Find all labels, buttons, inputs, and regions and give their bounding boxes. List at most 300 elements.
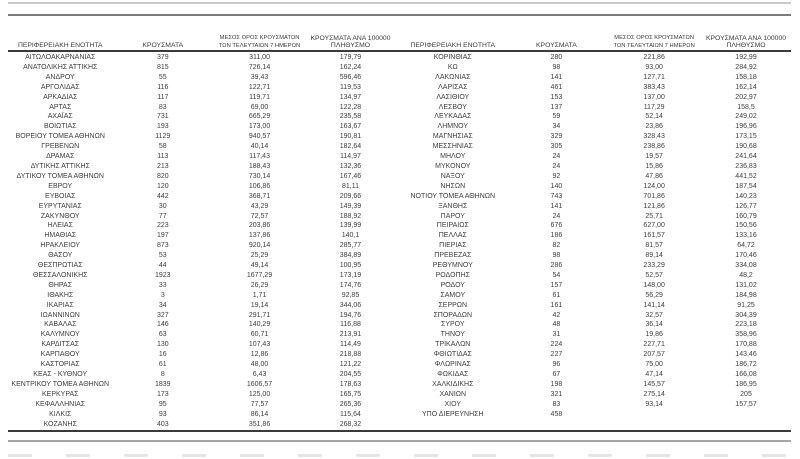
- region-name-cell: ΚΟΡΙΝΘΙΑΣ: [433, 54, 472, 61]
- col-header-per100k-line1: ΚΡΟΥΣΜΑΤΑ ΑΝΑ 100000: [310, 34, 391, 42]
- table-row: [8, 231, 395, 241]
- avg7-cell: 121,86: [643, 202, 665, 210]
- region-name-cell: ΛΑΣΙΘΙΟΥ: [436, 93, 470, 101]
- table-row: [8, 63, 395, 73]
- avg7-cell: 238,86: [643, 143, 665, 151]
- table-row: [400, 83, 791, 93]
- avg7-cell: 60,71: [250, 331, 269, 339]
- avg7-cell: 207,57: [643, 351, 665, 359]
- cases-cell: 403: [156, 420, 169, 428]
- avg7-cell: 15,86: [645, 162, 663, 170]
- per100k-cell: 165,75: [339, 390, 362, 398]
- region-name-cell: ΠΕΙΡΑΙΩΣ: [436, 222, 469, 230]
- cases-cell: 3: [160, 291, 165, 299]
- region-name-cell: ΖΑΚΥΝΘΟΥ: [40, 212, 80, 220]
- region-name-cell: ΛΑΡΙΣΑΣ: [438, 83, 468, 91]
- per100k-cell: 213,91: [339, 331, 362, 339]
- cases-cell: 59: [552, 113, 561, 121]
- table-row: [400, 340, 791, 350]
- avg7-cell: 19,86: [645, 331, 663, 339]
- region-name-cell: ΛΕΣΒΟΥ: [438, 103, 467, 111]
- top-rule-dark: [8, 14, 791, 16]
- table-row: [400, 132, 791, 142]
- cases-cell: 1923: [155, 271, 171, 279]
- per100k-cell: 150,56: [735, 222, 757, 230]
- cases-cell: 116: [157, 83, 169, 91]
- cases-cell: 329: [550, 133, 563, 141]
- avg7-cell: 117,43: [249, 153, 270, 161]
- cases-cell: 1129: [155, 133, 171, 141]
- per100k-cell: 174,76: [339, 281, 362, 289]
- per100k-cell: 190,81: [339, 133, 362, 141]
- cases-cell: 141: [550, 202, 563, 210]
- cases-cell: 96: [552, 361, 561, 369]
- per100k-cell: 235,58: [339, 113, 362, 121]
- cases-cell: 327: [156, 311, 169, 319]
- table-row: [400, 221, 791, 231]
- table-row: [8, 251, 395, 261]
- table-row: [400, 112, 791, 122]
- col-header-per100k-line2: ΠΛΗΘΥΣΜΟ: [330, 42, 371, 50]
- per100k-cell: 334,08: [735, 262, 757, 270]
- avg7-cell: 311,00: [249, 54, 270, 61]
- region-name-cell: ΣΥΡΟΥ: [441, 321, 465, 329]
- region-name-cell: ΧΑΝΙΩΝ: [439, 390, 467, 398]
- table-row: [400, 251, 791, 261]
- cases-cell: 137: [550, 103, 563, 111]
- per100k-cell: 249,02: [735, 113, 757, 121]
- region-name-cell: ΤΡΙΚΑΛΩΝ: [435, 341, 471, 349]
- per100k-cell: 64,72: [737, 242, 755, 250]
- avg7-cell: 161,57: [643, 232, 665, 240]
- per100k-cell: 140,1: [341, 232, 360, 240]
- table-row: [400, 202, 791, 212]
- per100k-cell: 205: [740, 390, 752, 398]
- avg7-cell: 43,29: [250, 202, 269, 210]
- table-row: [8, 73, 395, 83]
- table-row: [8, 162, 395, 172]
- cases-table-right: [400, 30, 791, 420]
- cases-cell: 873: [156, 242, 169, 250]
- cases-cell: 53: [158, 252, 167, 260]
- avg7-cell: 137,86: [248, 232, 271, 240]
- table-row: [400, 400, 791, 410]
- col-header-avg7-line1: ΜΕΣΟΣ ΟΡΟΣ ΚΡΟΥΣΜΑΤΩΝ: [614, 35, 695, 42]
- cases-cell: 458: [550, 410, 563, 418]
- region-name-cell: ΑΡΓΟΛΙΔΑΣ: [40, 83, 80, 91]
- avg7-cell: 49,14: [250, 262, 269, 270]
- table-row: [400, 53, 791, 63]
- per100k-cell: 178,63: [339, 380, 362, 388]
- avg7-cell: 89,14: [645, 252, 663, 260]
- region-name-cell: ΡΟΔΟΠΗΣ: [435, 271, 470, 279]
- cases-cell: 676: [550, 222, 563, 230]
- region-name-cell: ΤΗΝΟΥ: [440, 331, 465, 339]
- region-name-cell: ΘΕΣΣΑΛΟΝΙΚΗΣ: [33, 271, 88, 279]
- avg7-cell: 25,29: [250, 252, 269, 260]
- table-row: [400, 231, 791, 241]
- cases-cell: 34: [552, 123, 561, 131]
- region-name-cell: ΕΥΒΟΙΑΣ: [45, 192, 76, 200]
- cases-cell: 83: [158, 103, 167, 111]
- per100k-cell: 139,99: [339, 222, 362, 230]
- per100k-cell: 204,55: [339, 371, 362, 378]
- per100k-cell: 149,39: [339, 202, 362, 210]
- region-name-cell: ΒΟΙΩΤΙΑΣ: [43, 123, 77, 131]
- table-row: [8, 311, 395, 321]
- table-row: [8, 192, 395, 202]
- region-name-cell: ΘΑΣΟΥ: [48, 252, 73, 260]
- avg7-cell: 137,00: [643, 93, 665, 101]
- region-name-cell: ΚΑΒΑΛΑΣ: [44, 321, 77, 329]
- table-row: [8, 122, 395, 132]
- avg7-cell: 47,14: [645, 371, 663, 378]
- per100k-cell: 115,64: [340, 410, 361, 418]
- region-name-cell: ΚΕΡΚΥΡΑΣ: [41, 390, 79, 398]
- table-row: [400, 410, 791, 420]
- per100k-cell: 209,66: [339, 192, 362, 200]
- per100k-cell: 162,14: [735, 83, 757, 91]
- region-name-cell: ΚΕΝΤΡΙΚΟΥ ΤΟΜΕΑ ΑΘΗΝΩΝ: [11, 380, 110, 388]
- table-row: [8, 390, 395, 400]
- avg7-cell: 72,57: [250, 212, 269, 220]
- cases-cell: 305: [550, 143, 563, 151]
- cases-cell: 24: [552, 162, 561, 170]
- col-header-region: [8, 42, 112, 50]
- per100k-cell: 192,99: [735, 54, 757, 61]
- table-row: [400, 360, 791, 370]
- table-row: [400, 182, 791, 192]
- per100k-cell: 358,96: [735, 331, 757, 339]
- region-name-cell: ΙΘΑΚΗΣ: [47, 291, 74, 299]
- table-row: [8, 420, 395, 430]
- table-row: [400, 73, 791, 83]
- table-row: [8, 202, 395, 212]
- region-name-cell: ΜΑΓΝΗΣΙΑΣ: [432, 133, 473, 141]
- per100k-cell: 116,88: [340, 321, 361, 329]
- per100k-cell: 160,79: [735, 212, 757, 220]
- clipped-next-row-ghost: [8, 454, 791, 457]
- col-header-avg7-line2: ΤΩΝ ΤΕΛΕΥΤΑΙΩΝ 7 ΗΜΕΡΩΝ: [613, 42, 695, 49]
- per100k-cell: 158,18: [735, 73, 757, 81]
- region-name-cell: ΒΟΡΕΙΟΥ ΤΟΜΕΑ ΑΘΗΝΩΝ: [15, 133, 105, 141]
- region-name-cell: ΓΡΕΒΕΝΩΝ: [41, 143, 80, 151]
- avg7-cell: 124,00: [643, 182, 665, 190]
- per100k-cell: 100,95: [339, 262, 362, 270]
- per100k-cell: 143,46: [735, 351, 757, 359]
- region-name-cell: ΑΝΑΤΟΛΙΚΗΣ ΑΤΤΙΚΗΣ: [23, 63, 98, 71]
- region-name-cell: ΜΥΚΟΝΟΥ: [435, 162, 471, 170]
- avg7-cell: 75,00: [645, 361, 663, 369]
- table-row: [400, 162, 791, 172]
- avg7-cell: 148,00: [643, 281, 665, 289]
- region-name-cell: ΠΕΛΛΑΣ: [438, 232, 467, 240]
- table-row: [400, 103, 791, 113]
- col-header-cases-label: ΚΡΟΥΣΜΑΤΑ: [142, 42, 184, 50]
- avg7-cell: 368,71: [248, 192, 271, 200]
- region-name-cell: ΔΥΤΙΚΟΥ ΤΟΜΕΑ ΑΘΗΝΩΝ: [16, 172, 104, 180]
- cases-cell: 141: [550, 73, 563, 81]
- per100k-cell: 268,32: [339, 420, 362, 428]
- region-name-cell: ΡΕΘΥΜΝΟΥ: [432, 262, 473, 270]
- cases-cell: 731: [156, 113, 169, 121]
- table-body-right: [400, 53, 791, 420]
- table-row: [8, 340, 395, 350]
- per100k-cell: 162,24: [339, 63, 362, 71]
- cases-cell: 461: [550, 83, 563, 91]
- avg7-cell: 920,14: [248, 242, 271, 250]
- table-row: [400, 212, 791, 222]
- region-name-cell: ΠΙΕΡΙΑΣ: [439, 242, 467, 250]
- region-name-cell: ΠΡΕΒΕΖΑΣ: [434, 252, 472, 260]
- table-header-row: [400, 30, 791, 50]
- region-name-cell: ΑΝΔΡΟΥ: [45, 73, 75, 81]
- per100k-cell: 202,97: [735, 93, 757, 101]
- cases-cell: 58: [158, 143, 167, 151]
- cases-cell: 31: [552, 331, 561, 339]
- avg7-cell: 106,86: [248, 182, 271, 190]
- per100k-cell: 186,95: [735, 380, 757, 388]
- per100k-cell: 218,88: [339, 351, 362, 359]
- region-name-cell: ΑΧΑΪΑΣ: [47, 113, 73, 121]
- table-row: [8, 212, 395, 222]
- table-row: [8, 112, 395, 122]
- cases-cell: 157: [550, 281, 563, 289]
- region-name-cell: ΣΕΡΡΩΝ: [438, 301, 468, 309]
- table-row: [8, 261, 395, 271]
- avg7-cell: 188,43: [248, 162, 271, 170]
- avg7-cell: 23,86: [645, 123, 663, 131]
- cases-cell: 42: [552, 311, 561, 319]
- col-header-per100k: [701, 35, 791, 50]
- avg7-cell: 25,71: [645, 212, 663, 220]
- per100k-cell: 344,06: [339, 301, 362, 309]
- region-name-cell: ΡΟΔΟΥ: [440, 281, 465, 289]
- region-name-cell: ΘΗΡΑΣ: [48, 281, 73, 289]
- col-header-cases: [506, 42, 608, 50]
- region-name-cell: ΦΩΚΙΔΑΣ: [437, 371, 469, 378]
- region-name-cell: ΙΚΑΡΙΑΣ: [46, 301, 74, 309]
- table-row: [8, 103, 395, 113]
- region-name-cell: ΗΛΕΙΑΣ: [47, 222, 73, 230]
- table-row: [8, 241, 395, 251]
- cases-cell: 193: [156, 123, 169, 131]
- table-row: [400, 370, 791, 380]
- cases-cell: 48: [552, 321, 561, 329]
- region-name-cell: ΜΗΛΟΥ: [440, 153, 466, 161]
- per100k-cell: 121,22: [339, 361, 362, 369]
- cases-cell: 224: [550, 341, 563, 349]
- avg7-cell: 52,14: [645, 113, 663, 121]
- region-name-cell: ΥΠΟ ΔΙΕΡΕΥΝΗΣΗ: [422, 410, 484, 418]
- avg7-cell: 275,14: [643, 390, 665, 398]
- cases-cell: 77: [158, 212, 167, 220]
- per100k-cell: 119,53: [340, 83, 361, 91]
- per100k-cell: 81,11: [341, 182, 359, 190]
- avg7-cell: 26,29: [250, 281, 269, 289]
- col-header-region-label: ΠΕΡΙΦΕΡΕΙΑΚΗ ΕΝΟΤΗΤΑ: [17, 42, 103, 50]
- avg7-cell: 730,14: [248, 172, 271, 180]
- region-name-cell: ΣΠΟΡΑΔΩΝ: [433, 311, 473, 319]
- table-row: [400, 380, 791, 390]
- table-row: [8, 291, 395, 301]
- avg7-cell: 39,43: [250, 73, 269, 81]
- cases-table-left: [8, 30, 395, 429]
- table-row: [400, 271, 791, 281]
- cases-cell: 227: [550, 351, 563, 359]
- table-row: [8, 83, 395, 93]
- region-name-cell: ΝΟΤΙΟΥ ΤΟΜΕΑ ΑΘΗΝΩΝ: [410, 192, 496, 200]
- cases-cell: 95: [158, 400, 167, 408]
- avg7-cell: 19,57: [645, 153, 663, 161]
- cases-cell: 30: [158, 202, 167, 210]
- avg7-cell: 19,14: [250, 301, 269, 309]
- table-row: [400, 261, 791, 271]
- per100k-cell: 596,46: [339, 73, 362, 81]
- avg7-cell: 6,43: [252, 371, 267, 378]
- cases-cell: 442: [156, 192, 169, 200]
- avg7-cell: 221,86: [643, 54, 665, 61]
- region-name-cell: ΔΡΑΜΑΣ: [46, 153, 75, 161]
- avg7-cell: 107,43: [248, 341, 271, 349]
- table-row: [400, 172, 791, 182]
- table-row: [8, 410, 395, 420]
- region-name-cell: ΕΒΡΟΥ: [48, 182, 73, 190]
- per100k-cell: 384,89: [339, 252, 362, 260]
- col-header-cases-label: ΚΡΟΥΣΜΑΤΑ: [536, 42, 577, 50]
- region-name-cell: ΚΑΣΤΟΡΙΑΣ: [40, 361, 80, 369]
- avg7-cell: 665,29: [248, 113, 271, 121]
- avg7-cell: 36,14: [645, 321, 663, 329]
- cases-cell: 63: [158, 331, 167, 339]
- region-name-cell: ΦΘΙΩΤΙΔΑΣ: [433, 351, 472, 359]
- table-body-left: [8, 53, 395, 429]
- avg7-cell: 726,14: [248, 63, 271, 71]
- cases-cell: 153: [550, 93, 563, 101]
- avg7-cell: 93,14: [645, 400, 663, 408]
- cases-cell: 24: [552, 153, 561, 161]
- top-rule-light: [8, 2, 791, 4]
- per100k-cell: 182,64: [339, 143, 362, 151]
- col-header-avg7-line1: ΜΕΣΟΣ ΟΡΟΣ ΚΡΟΥΣΜΑΤΩΝ: [219, 35, 300, 42]
- per100k-cell: 163,67: [339, 123, 362, 131]
- bottom-rule-light: [8, 440, 791, 442]
- table-row: [400, 330, 791, 340]
- avg7-cell: 173,00: [248, 123, 271, 131]
- region-name-cell: ΚΙΛΚΙΣ: [49, 410, 72, 418]
- avg7-cell: 1606,57: [246, 380, 273, 388]
- col-header-region: [400, 42, 506, 50]
- avg7-cell: 56,29: [645, 291, 663, 299]
- region-name-cell: ΗΡΑΚΛΕΙΟΥ: [40, 242, 81, 250]
- avg7-cell: 81,57: [645, 242, 663, 250]
- cases-cell: 815: [156, 63, 169, 71]
- region-name-cell: ΞΑΝΘΗΣ: [438, 202, 468, 210]
- table-row: [8, 221, 395, 231]
- col-header-region-label: ΠΕΡΙΦΕΡΕΙΑΚΗ ΕΝΟΤΗΤΑ: [410, 42, 496, 50]
- avg7-cell: 351,86: [248, 420, 271, 428]
- region-name-cell: ΘΕΣΠΡΩΤΙΑΣ: [37, 262, 83, 270]
- bottom-rule-dark: [8, 430, 791, 432]
- col-header-avg7-line2: ΤΩΝ ΤΕΛΕΥΤΑΙΩΝ 7 ΗΜΕΡΩΝ: [218, 42, 301, 49]
- table-row: [8, 132, 395, 142]
- per100k-cell: 132,36: [339, 162, 362, 170]
- per100k-cell: 133,16: [735, 232, 757, 240]
- region-name-cell: ΑΡΚΑΔΙΑΣ: [43, 93, 78, 101]
- avg7-cell: 141,14: [643, 301, 665, 309]
- cases-cell: 61: [552, 291, 561, 299]
- per100k-cell: 194,76: [339, 311, 362, 319]
- per100k-cell: 167,46: [339, 172, 362, 180]
- avg7-cell: 701,86: [643, 192, 665, 200]
- cases-cell: 120: [156, 182, 169, 190]
- cases-cell: 24: [552, 212, 561, 220]
- per100k-cell: 304,39: [735, 311, 757, 319]
- cases-cell: 198: [550, 380, 563, 388]
- cases-cell: 280: [550, 54, 563, 61]
- region-name-cell: ΚΑΡΔΙΤΣΑΣ: [41, 341, 80, 349]
- cases-cell: 8: [160, 371, 165, 378]
- per100k-cell: 170,46: [735, 252, 757, 260]
- table-row: [8, 93, 395, 103]
- per100k-cell: 166,08: [735, 371, 757, 378]
- table-row: [8, 142, 395, 152]
- region-name-cell: ΜΕΣΣΗΝΙΑΣ: [432, 143, 473, 151]
- per100k-cell: 186,72: [735, 361, 757, 369]
- table-row: [8, 182, 395, 192]
- cases-cell: 321: [550, 390, 563, 398]
- table-header-row: [8, 30, 395, 50]
- cases-cell: 33: [158, 281, 167, 289]
- table-row: [8, 370, 395, 380]
- per100k-cell: 140,23: [735, 192, 757, 200]
- cases-cell: 82: [552, 242, 561, 250]
- table-row: [400, 390, 791, 400]
- region-name-cell: ΧΙΟΥ: [444, 400, 462, 408]
- table-row: [8, 172, 395, 182]
- table-row: [400, 63, 791, 73]
- region-name-cell: ΚΕΦΑΛΛΗΝΙΑΣ: [35, 400, 86, 408]
- avg7-cell: 627,00: [643, 222, 665, 230]
- table-row: [400, 281, 791, 291]
- avg7-cell: 383,43: [643, 83, 665, 91]
- table-row: [8, 301, 395, 311]
- table-row: [8, 330, 395, 340]
- table-row: [8, 360, 395, 370]
- region-name-cell: ΗΜΑΘΙΑΣ: [44, 232, 77, 240]
- avg7-cell: 940,57: [248, 133, 271, 141]
- avg7-cell: 40,14: [250, 143, 269, 151]
- per100k-cell: 236,83: [735, 162, 757, 170]
- cases-cell: 140: [550, 182, 563, 190]
- table-row: [8, 53, 395, 63]
- table-row: [400, 350, 791, 360]
- cases-cell: 98: [552, 63, 561, 71]
- per100k-cell: 114,97: [340, 153, 361, 161]
- region-name-cell: ΕΥΡΥΤΑΝΙΑΣ: [38, 202, 82, 210]
- region-name-cell: ΧΑΛΚΙΔΙΚΗΣ: [432, 380, 474, 388]
- cases-cell: 130: [156, 341, 169, 349]
- per100k-cell: 187,54: [735, 182, 757, 190]
- avg7-cell: 122,71: [248, 83, 271, 91]
- avg7-cell: 328,43: [643, 133, 665, 141]
- avg7-cell: 47,86: [645, 172, 663, 180]
- cases-cell: 61: [158, 361, 167, 369]
- table-row: [400, 192, 791, 202]
- region-name-cell: ΛΕΥΚΑΔΑΣ: [434, 113, 472, 121]
- avg7-cell: [607, 410, 701, 420]
- table-row: [400, 311, 791, 321]
